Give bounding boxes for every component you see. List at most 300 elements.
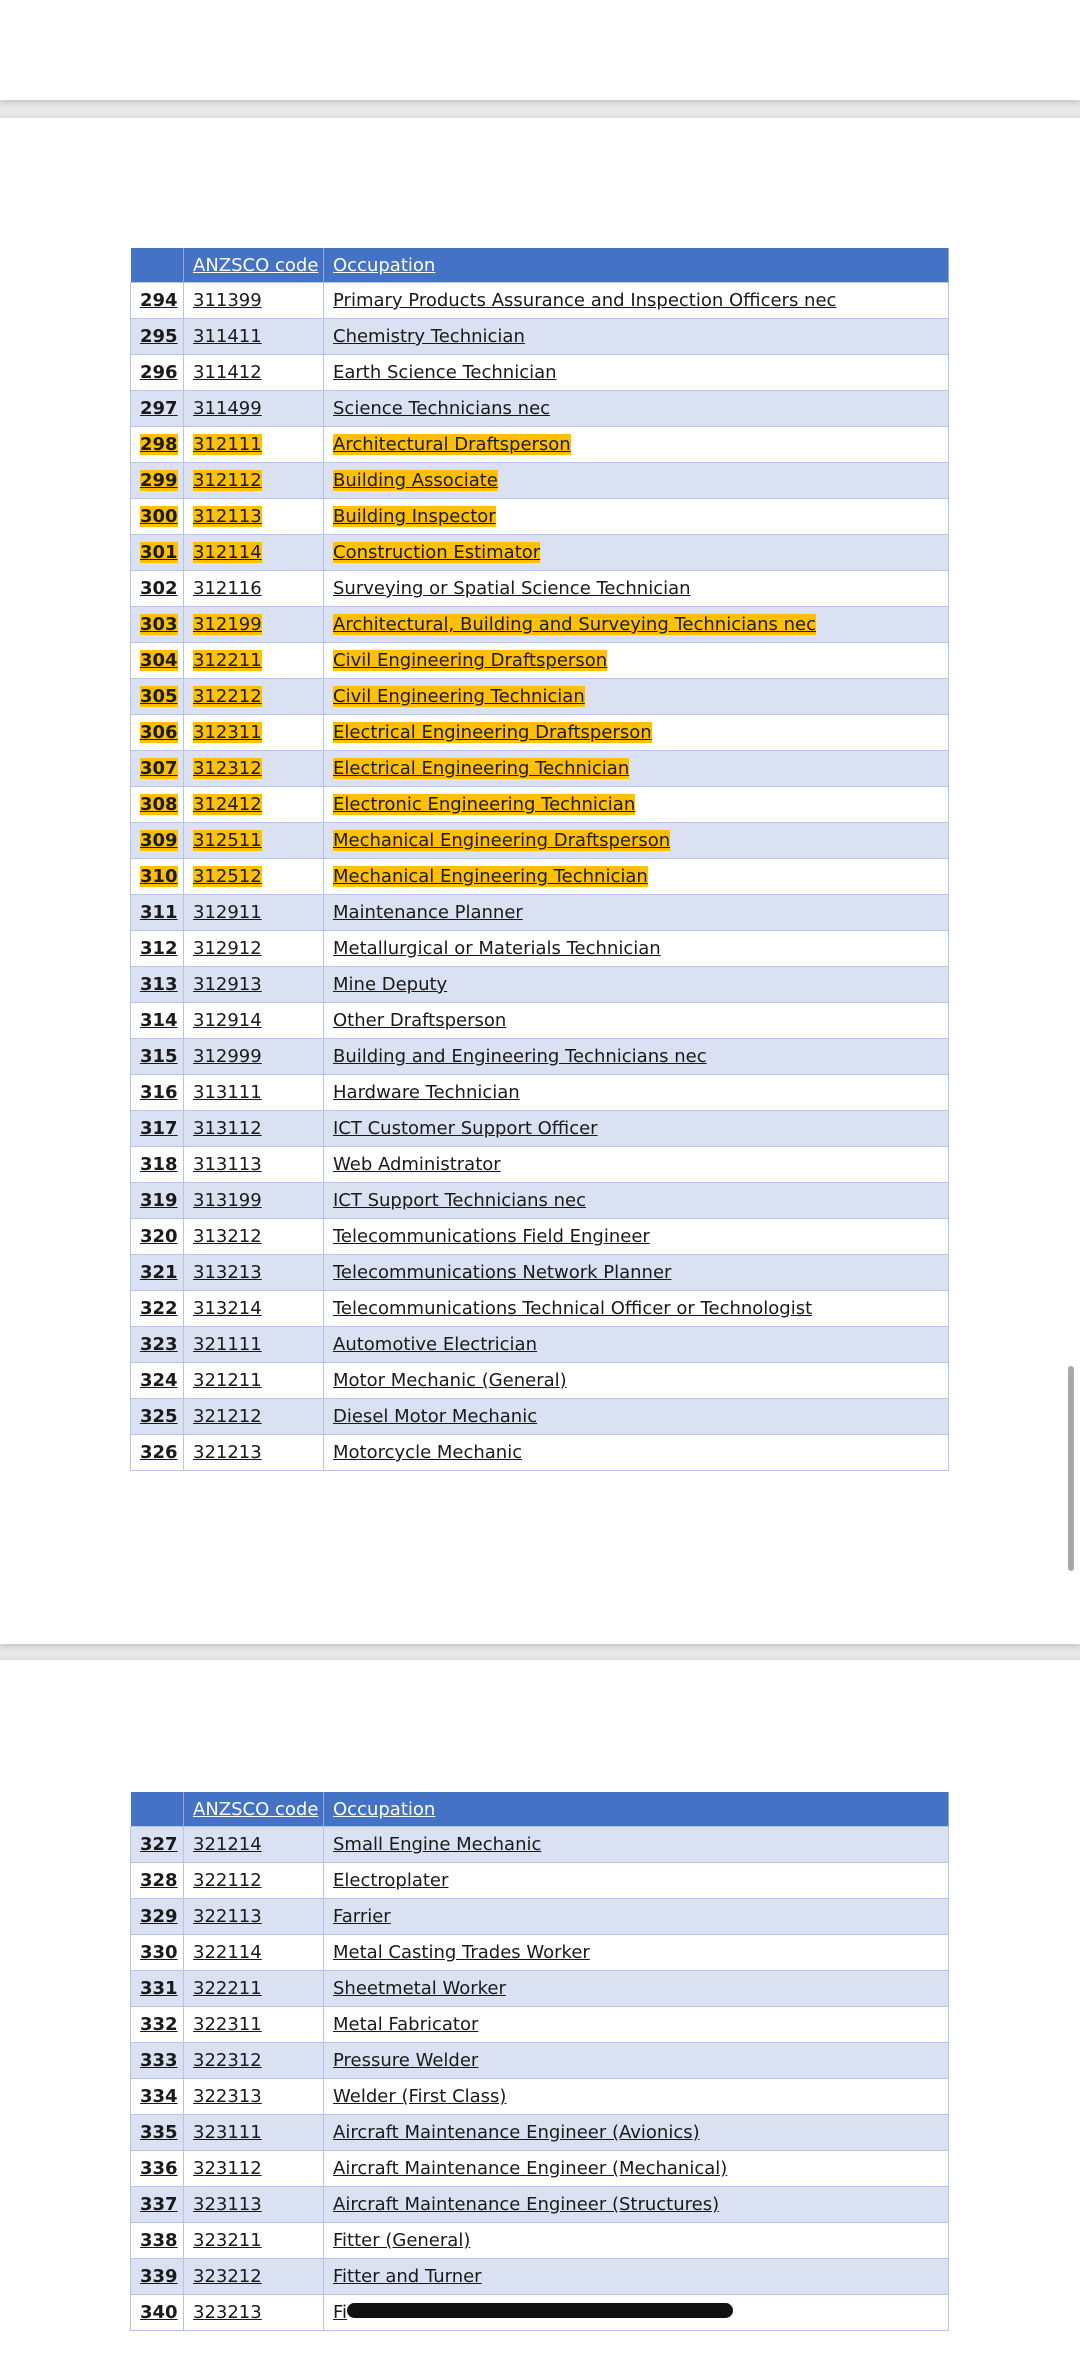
occupation-text: Motorcycle Mechanic: [333, 1442, 523, 1463]
table-row: [131, 1075, 949, 1111]
row-number-cell: [131, 1971, 184, 2007]
row-number-cell: [131, 355, 184, 391]
row-number-cell: [131, 1219, 184, 1255]
row-number-cell: [131, 643, 184, 679]
anzsco-code-cell: [184, 823, 324, 859]
anzsco-code-cell: [184, 319, 324, 355]
occupation-cell: [324, 1327, 949, 1363]
occupation-text: Electronic Engineering Technician: [333, 794, 636, 815]
anzsco-code-cell: [184, 1863, 324, 1899]
occupation-text: Primary Products Assurance and Inspection Officers nec: [333, 290, 837, 311]
occupation-cell: [324, 571, 949, 607]
row-number-text: 322: [140, 1298, 178, 1319]
anzsco-code-text: 323211: [193, 2230, 262, 2251]
occupation-text: Web Administrator: [333, 1154, 501, 1175]
row-number-text: 313: [140, 974, 178, 995]
row-number-text: 312: [140, 938, 178, 959]
row-number-text: 309: [140, 830, 178, 851]
row-number-text: 331: [140, 1978, 178, 1999]
anzsco-code-cell: [184, 859, 324, 895]
anzsco-code-text: 313213: [193, 1262, 262, 1283]
table-row: [131, 1435, 949, 1471]
occupation-cell: [324, 2259, 949, 2295]
row-number-text: 326: [140, 1442, 178, 1463]
occupation-text: Aircraft Maintenance Engineer (Structures): [333, 2194, 720, 2215]
row-number-text: 332: [140, 2014, 178, 2035]
occupation-text: Aircraft Maintenance Engineer (Avionics): [333, 2122, 700, 2143]
occupation-cell: [324, 643, 949, 679]
occupation-cell: [324, 1219, 949, 1255]
row-number-cell: [131, 1183, 184, 1219]
occupation-text: Architectural, Building and Surveying Technicians nec: [333, 614, 817, 635]
table-row: [131, 1863, 949, 1899]
occupation-text: Building Inspector: [333, 506, 496, 527]
occupation-cell: [324, 751, 949, 787]
occupation-cell: [324, 283, 949, 319]
occupation-text: Mine Deputy: [333, 974, 448, 995]
row-number-text: 311: [140, 902, 178, 923]
anzsco-code-cell: [184, 391, 324, 427]
anzsco-code-text: 311411: [193, 326, 262, 347]
occupation-cell: [324, 1003, 949, 1039]
anzsco-code-text: 313199: [193, 1190, 262, 1211]
anzsco-code-cell: [184, 931, 324, 967]
occupation-text: Maintenance Planner: [333, 902, 523, 923]
anzsco-code-cell: [184, 1147, 324, 1183]
row-number-cell: [131, 2223, 184, 2259]
occupation-cell: [324, 1827, 949, 1863]
table-row: [131, 859, 949, 895]
row-number-cell: [131, 427, 184, 463]
anzsco-code-text: 312511: [193, 830, 262, 851]
anzsco-code-cell: [184, 715, 324, 751]
table-row: [131, 2043, 949, 2079]
redaction-mark: [347, 2303, 733, 2318]
table-row: [131, 535, 949, 571]
anzsco-code-text: 312113: [193, 506, 262, 527]
row-number-text: 321: [140, 1262, 178, 1283]
row-number-cell: [131, 1827, 184, 1863]
row-number-cell: [131, 2079, 184, 2115]
anzsco-code-cell: [184, 967, 324, 1003]
occupation-text: Electrical Engineering Technician: [333, 758, 630, 779]
row-number-text: 340: [140, 2302, 178, 2323]
table-row: [131, 1899, 949, 1935]
occupation-cell: [324, 427, 949, 463]
row-number-cell: [131, 1935, 184, 1971]
occupation-cell: [324, 787, 949, 823]
table-row: [131, 2007, 949, 2043]
anzsco-code-cell: [184, 2043, 324, 2079]
row-number-cell: [131, 1435, 184, 1471]
row-number-cell: [131, 751, 184, 787]
row-number-text: 336: [140, 2158, 178, 2179]
row-number-text: 318: [140, 1154, 178, 1175]
table-row: [131, 1219, 949, 1255]
anzsco-code-text: 313111: [193, 1082, 262, 1103]
anzsco-code-text: 312112: [193, 470, 262, 491]
anzsco-code-text: 312913: [193, 974, 262, 995]
row-number-text: 301: [140, 542, 178, 563]
anzsco-code-text: 322312: [193, 2050, 262, 2071]
row-number-text: 307: [140, 758, 178, 779]
table-row: [131, 1111, 949, 1147]
row-number-cell: [131, 2151, 184, 2187]
occupation-cell: [324, 715, 949, 751]
anzsco-code-text: 323212: [193, 2266, 262, 2287]
document-page: [0, 118, 1080, 1644]
table-row: [131, 967, 949, 1003]
anzsco-code-cell: [184, 1435, 324, 1471]
anzsco-code-text: 312116: [193, 578, 262, 599]
anzsco-code-cell: [184, 1935, 324, 1971]
row-number-header: [131, 1792, 184, 1827]
row-number-cell: [131, 2187, 184, 2223]
document-page-top: [0, 0, 1080, 100]
occupation-cell: [324, 1291, 949, 1327]
anzsco-code-text: 312114: [193, 542, 262, 563]
occupation-text: Diesel Motor Mechanic: [333, 1406, 538, 1427]
anzsco-code-cell: [184, 1003, 324, 1039]
occupation-cell: [324, 499, 949, 535]
anzsco-code-cell: [184, 463, 324, 499]
occupation-cell: [324, 859, 949, 895]
occupation-text: Electrical Engineering Draftsperson: [333, 722, 652, 743]
anzsco-code-cell: [184, 1291, 324, 1327]
anzsco-code-text: 323213: [193, 2302, 262, 2323]
anzsco-code-text: 312111: [193, 434, 262, 455]
row-number-cell: [131, 283, 184, 319]
row-number-cell: [131, 2295, 184, 2331]
anzsco-code-text: 322114: [193, 1942, 262, 1963]
row-number-text: 317: [140, 1118, 178, 1139]
occupation-text: Hardware Technician: [333, 1082, 520, 1103]
occupation-table-continued: [130, 1792, 949, 2331]
anzsco-code-text: 311412: [193, 362, 262, 383]
table-row: [131, 2079, 949, 2115]
anzsco-code-cell: [184, 2295, 324, 2331]
row-number-text: 304: [140, 650, 178, 671]
anzsco-code-cell: [184, 751, 324, 787]
row-number-text: 324: [140, 1370, 178, 1391]
row-number-cell: [131, 1399, 184, 1435]
anzsco-code-text: 312911: [193, 902, 262, 923]
row-number-text: 296: [140, 362, 178, 383]
occupation-cell: [324, 679, 949, 715]
occupation-text: Metal Fabricator: [333, 2014, 479, 2035]
occupation-text: Telecommunications Network Planner: [333, 1262, 672, 1283]
row-number-cell: [131, 967, 184, 1003]
occupation-cell: [324, 1863, 949, 1899]
anzsco-code-text: 323113: [193, 2194, 262, 2215]
row-number-text: 337: [140, 2194, 178, 2215]
table-body: [131, 283, 949, 1471]
table-row: [131, 1935, 949, 1971]
occupation-table: [130, 248, 949, 1471]
anzsco-code-text: 322113: [193, 1906, 262, 1927]
row-number-cell: [131, 931, 184, 967]
row-number-text: 319: [140, 1190, 178, 1211]
anzsco-code-text: 323111: [193, 2122, 262, 2143]
anzsco-code-text: 312212: [193, 686, 262, 707]
table-row: [131, 715, 949, 751]
occupation-text: Science Technicians nec: [333, 398, 551, 419]
row-number-text: 302: [140, 578, 178, 599]
table-row: [131, 2151, 949, 2187]
anzsco-code-text: 313212: [193, 1226, 262, 1247]
row-number-cell: [131, 895, 184, 931]
anzsco-code-text: 312999: [193, 1046, 262, 1067]
row-number-cell: [131, 2007, 184, 2043]
table-row: [131, 679, 949, 715]
anzsco-code-text: 322211: [193, 1978, 262, 1999]
row-number-cell: [131, 823, 184, 859]
anzsco-code-text: 312311: [193, 722, 262, 743]
occupation-cell: [324, 1399, 949, 1435]
occupation-cell: [324, 2223, 949, 2259]
occupation-text: Small Engine Mechanic: [333, 1834, 542, 1855]
table-header-row: [131, 248, 949, 283]
table-row: [131, 1363, 949, 1399]
anzsco-code-cell: [184, 787, 324, 823]
occupation-cell: [324, 895, 949, 931]
occupation-cell: [324, 1255, 949, 1291]
anzsco-code-cell: [184, 607, 324, 643]
row-number-cell: [131, 499, 184, 535]
anzsco-code-text: 313112: [193, 1118, 262, 1139]
table-row: [131, 2187, 949, 2223]
anzsco-code-text: 321211: [193, 1370, 262, 1391]
occupation-cell: [324, 1183, 949, 1219]
table-row: [131, 319, 949, 355]
occupation-cell: [324, 1935, 949, 1971]
table-row: [131, 283, 949, 319]
row-number-text: 310: [140, 866, 178, 887]
anzsco-code-cell: [184, 1399, 324, 1435]
occupation-cell: [324, 535, 949, 571]
occupation-cell: [324, 823, 949, 859]
occupation-text: Architectural Draftsperson: [333, 434, 571, 455]
table-row: [131, 1039, 949, 1075]
anzsco-code-text: 311499: [193, 398, 262, 419]
row-number-cell: [131, 2259, 184, 2295]
occupation-text: Electroplater: [333, 1870, 449, 1891]
anzsco-code-cell: [184, 2187, 324, 2223]
occupation-cell: [324, 1435, 949, 1471]
anzsco-code-text: 321111: [193, 1334, 262, 1355]
table-row: [131, 823, 949, 859]
occupation-text: Civil Engineering Technician: [333, 686, 585, 707]
row-number-cell: [131, 1039, 184, 1075]
row-number-cell: [131, 1363, 184, 1399]
occupation-text: Motor Mechanic (General): [333, 1370, 567, 1391]
table-row: [131, 1003, 949, 1039]
occupation-cell: [324, 391, 949, 427]
occupation-cell: [324, 2079, 949, 2115]
row-number-text: 314: [140, 1010, 178, 1031]
anzsco-code-cell: [184, 643, 324, 679]
table-row: [131, 643, 949, 679]
row-number-cell: [131, 607, 184, 643]
row-number-cell: [131, 1111, 184, 1147]
row-number-text: 297: [140, 398, 178, 419]
anzsco-code-text: 312211: [193, 650, 262, 671]
row-number-text: 333: [140, 2050, 178, 2071]
row-number-text: 334: [140, 2086, 178, 2107]
table-header-row: [131, 1792, 949, 1827]
occupation-text: Aircraft Maintenance Engineer (Mechanical): [333, 2158, 728, 2179]
row-number-text: 327: [140, 1834, 178, 1855]
occupation-text: Sheetmetal Worker: [333, 1978, 506, 1999]
row-number-cell: [131, 1147, 184, 1183]
occupation-text: Other Draftsperson: [333, 1010, 507, 1031]
occupation-text: Welder (First Class): [333, 2086, 507, 2107]
table-row: [131, 895, 949, 931]
occupation-cell: [324, 607, 949, 643]
row-number-text: 323: [140, 1334, 178, 1355]
table-row: [131, 1255, 949, 1291]
table-row: [131, 787, 949, 823]
anzsco-code-text: 323112: [193, 2158, 262, 2179]
table-row: [131, 2259, 949, 2295]
anzsco-code-text: 321214: [193, 1834, 262, 1855]
anzsco-code-text: 322112: [193, 1870, 262, 1891]
occupation-text: ICT Customer Support Officer: [333, 1118, 598, 1139]
table-row: [131, 463, 949, 499]
row-number-text: 320: [140, 1226, 178, 1247]
table-row: [131, 1291, 949, 1327]
anzsco-code-cell: [184, 1827, 324, 1863]
row-number-cell: [131, 1863, 184, 1899]
occupation-cell: [324, 2007, 949, 2043]
anzsco-code-cell: [184, 679, 324, 715]
occupation-cell: [324, 1363, 949, 1399]
table-row: [131, 751, 949, 787]
anzsco-code-text: 321213: [193, 1442, 262, 1463]
occupation-text: Chemistry Technician: [333, 326, 525, 347]
anzsco-code-header: ANZSCO code: [184, 1792, 324, 1827]
anzsco-code-cell: [184, 1219, 324, 1255]
anzsco-code-cell: [184, 283, 324, 319]
anzsco-code-header: ANZSCO code: [184, 248, 324, 283]
anzsco-code-text: 322313: [193, 2086, 262, 2107]
row-number-cell: [131, 535, 184, 571]
row-number-text: 306: [140, 722, 178, 743]
anzsco-code-cell: [184, 499, 324, 535]
anzsco-code-cell: [184, 1255, 324, 1291]
occupation-text: Automotive Electrician: [333, 1334, 537, 1355]
occupation-text: Metallurgical or Materials Technician: [333, 938, 661, 959]
occupation-text: Telecommunications Field Engineer: [333, 1226, 650, 1247]
table-row: [131, 931, 949, 967]
row-number-cell: [131, 1291, 184, 1327]
row-number-cell: [131, 463, 184, 499]
occupation-cell: [324, 931, 949, 967]
occupation-text: Mechanical Engineering Draftsperson: [333, 830, 671, 851]
row-number-cell: [131, 319, 184, 355]
anzsco-code-text: 312412: [193, 794, 262, 815]
row-number-cell: [131, 1003, 184, 1039]
table-row: [131, 1183, 949, 1219]
anzsco-code-cell: [184, 895, 324, 931]
occupation-text: Fitter and Turner: [333, 2266, 482, 2287]
anzsco-code-text: 312914: [193, 1010, 262, 1031]
anzsco-code-cell: [184, 535, 324, 571]
anzsco-code-cell: [184, 1111, 324, 1147]
row-number-text: 330: [140, 1942, 178, 1963]
anzsco-code-cell: [184, 571, 324, 607]
occupation-text: Fitter (General): [333, 2230, 471, 2251]
anzsco-code-text: 321212: [193, 1406, 262, 1427]
occupation-text: Surveying or Spatial Science Technician: [333, 578, 691, 599]
row-number-cell: [131, 1255, 184, 1291]
occupation-cell: [324, 2187, 949, 2223]
row-number-text: 338: [140, 2230, 178, 2251]
occupation-cell: [324, 355, 949, 391]
occupation-cell: [324, 1147, 949, 1183]
row-number-text: 294: [140, 290, 178, 311]
row-number-text: 325: [140, 1406, 178, 1427]
row-number-cell: [131, 715, 184, 751]
anzsco-code-cell: [184, 355, 324, 391]
anzsco-code-cell: [184, 1363, 324, 1399]
occupation-cell: [324, 2043, 949, 2079]
anzsco-code-cell: [184, 1039, 324, 1075]
row-number-cell: [131, 787, 184, 823]
anzsco-code-cell: [184, 2079, 324, 2115]
row-number-text: 335: [140, 2122, 178, 2143]
vertical-scrollbar-thumb[interactable]: [1068, 1366, 1074, 1571]
table-row: [131, 1147, 949, 1183]
table-body: [131, 1827, 949, 2331]
row-number-text: 299: [140, 470, 178, 491]
occupation-cell: [324, 463, 949, 499]
anzsco-code-text: 312512: [193, 866, 262, 887]
row-number-text: 308: [140, 794, 178, 815]
occupation-text: Farrier: [333, 1906, 391, 1927]
occupation-text: Civil Engineering Draftsperson: [333, 650, 608, 671]
row-number-text: 303: [140, 614, 178, 635]
row-number-cell: [131, 859, 184, 895]
table-row: [131, 355, 949, 391]
anzsco-code-cell: [184, 427, 324, 463]
occupation-text: Metal Casting Trades Worker: [333, 1942, 590, 1963]
row-number-cell: [131, 1327, 184, 1363]
anzsco-code-text: 312199: [193, 614, 262, 635]
row-number-text: 300: [140, 506, 178, 527]
row-number-text: 339: [140, 2266, 178, 2287]
row-number-cell: [131, 1899, 184, 1935]
anzsco-code-cell: [184, 2151, 324, 2187]
row-number-cell: [131, 2115, 184, 2151]
row-number-cell: [131, 1075, 184, 1111]
occupation-header: Occupation: [324, 1792, 949, 1827]
occupation-text: Telecommunications Technical Officer or Technologist: [333, 1298, 813, 1319]
occupation-cell: [324, 2151, 949, 2187]
row-number-text: 298: [140, 434, 178, 455]
table-row: [131, 1399, 949, 1435]
occupation-text: Building and Engineering Technicians nec: [333, 1046, 707, 1067]
occupation-cell: [324, 1899, 949, 1935]
row-number-cell: [131, 2043, 184, 2079]
table-row: [131, 1327, 949, 1363]
anzsco-code-cell: [184, 1327, 324, 1363]
anzsco-code-cell: [184, 1075, 324, 1111]
row-number-text: 295: [140, 326, 178, 347]
occupation-text: Pressure Welder: [333, 2050, 479, 2071]
occupation-cell: [324, 967, 949, 1003]
anzsco-code-cell: [184, 2259, 324, 2295]
